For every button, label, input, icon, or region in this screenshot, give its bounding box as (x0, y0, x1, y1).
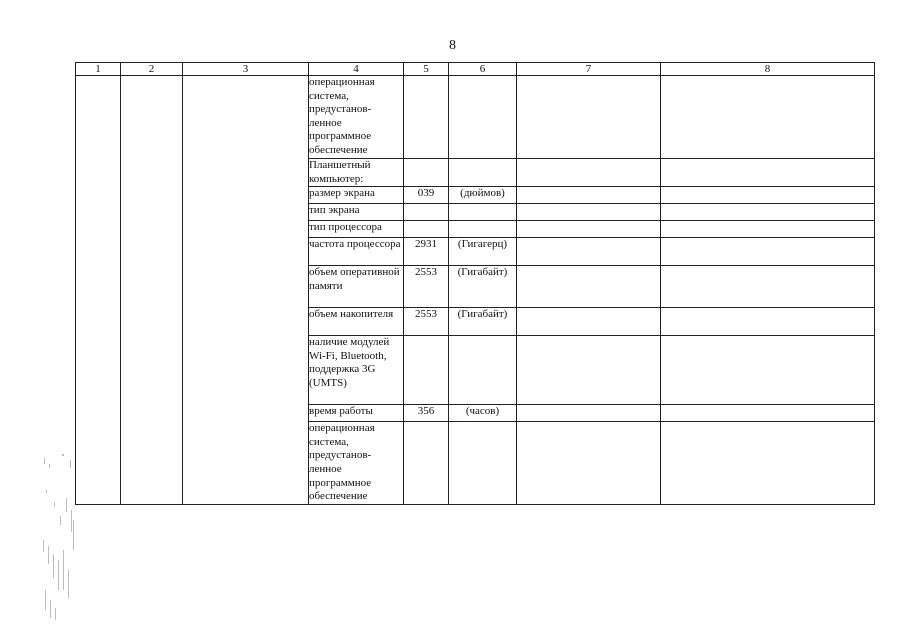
parameter-value: 2931 (404, 238, 449, 266)
parameter-unit (449, 221, 517, 238)
column-7-cell (517, 159, 661, 187)
parameter-value (404, 221, 449, 238)
page-number: 8 (449, 38, 456, 53)
column-7-cell (517, 308, 661, 336)
parameter-unit: (Гигабайт) (449, 266, 517, 308)
column-7-cell (517, 76, 661, 159)
column-header: 4 (309, 63, 404, 76)
parameter-unit (449, 204, 517, 221)
column-header: 3 (183, 63, 309, 76)
parameter-name: тип экрана (309, 204, 404, 221)
table-row (76, 76, 875, 159)
column-header: 6 (449, 63, 517, 76)
parameter-value (404, 76, 449, 159)
column-header: 7 (517, 63, 661, 76)
column-header: 1 (76, 63, 121, 76)
parameter-unit (449, 336, 517, 405)
parameter-name: наличие модулей Wi-Fi, Bluetooth, поддержка 3G (UMTS) (309, 336, 404, 405)
scan-noise-marks (40, 450, 80, 625)
data-table (75, 62, 875, 505)
column-8-cell (661, 405, 875, 422)
parameter-value: 2553 (404, 308, 449, 336)
column-7-cell (517, 266, 661, 308)
parameter-name: операционная система, предустанов-ленное программное обеспечение (309, 76, 404, 159)
parameter-name: операционная система, предустанов-ленное программное обеспечение (309, 422, 404, 505)
column-8-cell (661, 76, 875, 159)
parameter-name: размер экрана (309, 187, 404, 204)
column-7-cell (517, 422, 661, 505)
parameter-name: частота процессора (309, 238, 404, 266)
parameter-value (404, 422, 449, 505)
parameter-name: время работы (309, 405, 404, 422)
parameter-unit: (Гигабайт) (449, 308, 517, 336)
column-8-cell (661, 238, 875, 266)
column-8-cell (661, 204, 875, 221)
parameter-name: объем накопителя (309, 308, 404, 336)
parameter-name: объем оперативной памяти (309, 266, 404, 308)
column-8-cell (661, 308, 875, 336)
parameter-unit: (дюймов) (449, 187, 517, 204)
column-3-cell (183, 76, 309, 505)
parameter-value: 2553 (404, 266, 449, 308)
parameter-value (404, 159, 449, 187)
parameter-value: 039 (404, 187, 449, 204)
parameter-value: 356 (404, 405, 449, 422)
parameter-name: тип процессора (309, 221, 404, 238)
column-8-cell (661, 422, 875, 505)
parameter-name: Планшетный компьютер: (309, 159, 404, 187)
column-8-cell (661, 221, 875, 238)
parameter-value (404, 204, 449, 221)
column-8-cell (661, 187, 875, 204)
column-7-cell (517, 221, 661, 238)
column-7-cell (517, 187, 661, 204)
column-8-cell (661, 266, 875, 308)
column-8-cell (661, 159, 875, 187)
parameter-value (404, 336, 449, 405)
parameter-unit (449, 76, 517, 159)
table-header-row (76, 63, 875, 76)
parameter-unit: (Гигагерц) (449, 238, 517, 266)
column-header: 8 (661, 63, 875, 76)
column-7-cell (517, 238, 661, 266)
column-header: 5 (404, 63, 449, 76)
parameter-unit (449, 422, 517, 505)
column-7-cell (517, 204, 661, 221)
column-header: 2 (121, 63, 183, 76)
column-7-cell (517, 336, 661, 405)
column-7-cell (517, 405, 661, 422)
column-8-cell (661, 336, 875, 405)
parameter-unit: (часов) (449, 405, 517, 422)
parameter-unit (449, 159, 517, 187)
column-1-cell (76, 76, 121, 505)
column-2-cell (121, 76, 183, 505)
